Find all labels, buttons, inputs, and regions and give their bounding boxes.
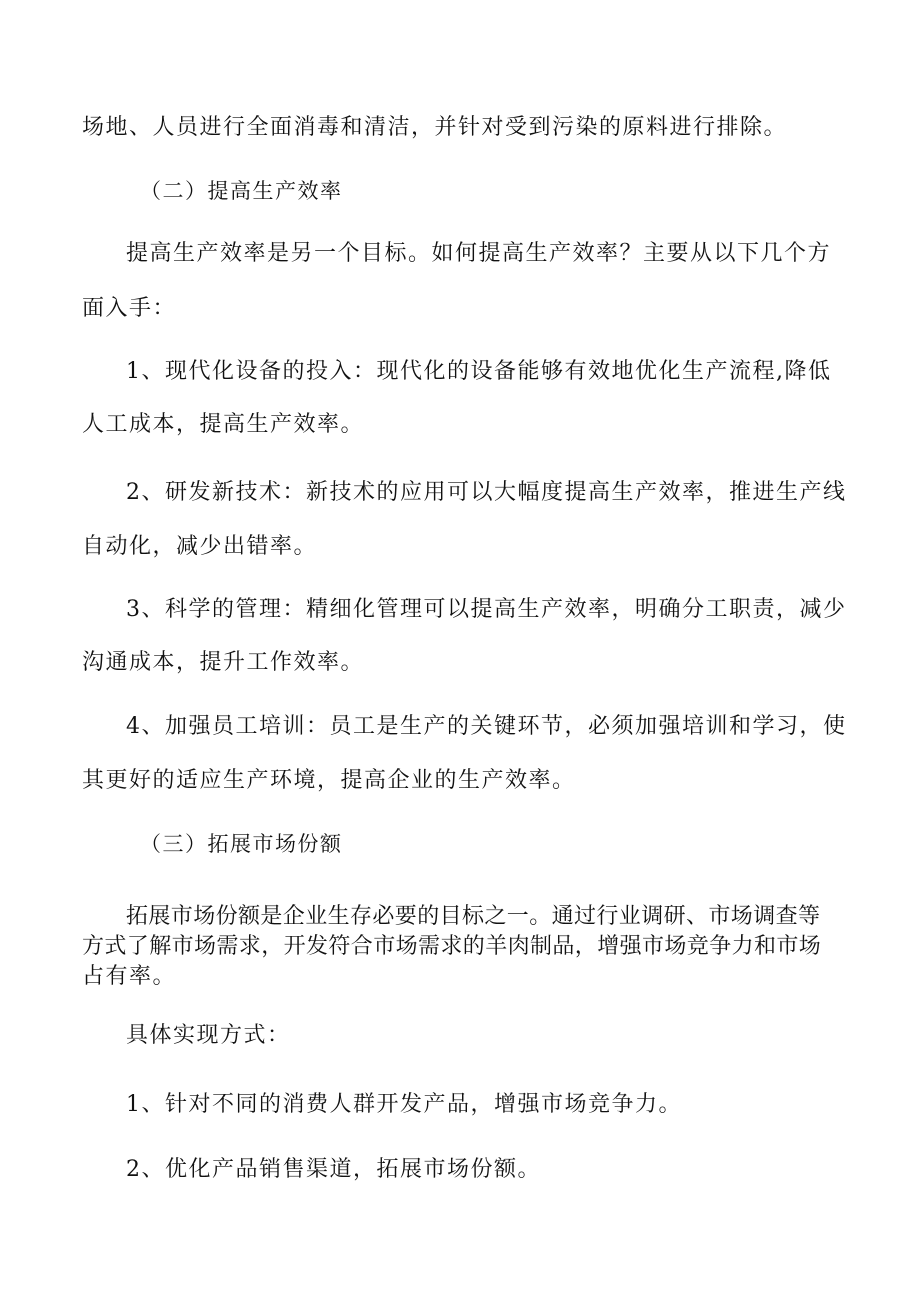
list-item-line: 4、加强员工培训：员工是生产的关键环节，必须加强培训和学习，使 — [126, 714, 847, 739]
paragraph-line: 方式了解市场需求，开发符合市场需求的羊肉制品，增强市场竞争力和市场 — [82, 934, 822, 959]
list-item-line: 2、研发新技术：新技术的应用可以大幅度提高生产效率，推进生产线 — [126, 480, 847, 505]
paragraph-line: 提高生产效率是另一个目标。如何提高生产效率？主要从以下几个方 — [126, 241, 832, 266]
list-item-line: 3、科学的管理：精细化管理可以提高生产效率，明确分工职责，减少 — [126, 597, 847, 622]
paragraph-line: 具体实现方式： — [126, 1023, 291, 1048]
list-item-line: 自动化，减少出错率。 — [82, 534, 318, 559]
paragraph-line: 占有率。 — [82, 964, 177, 989]
paragraph-line: 面入手： — [82, 296, 177, 321]
list-item-line: 1、针对不同的消费人群开发产品，增强市场竞争力。 — [126, 1092, 682, 1117]
section-heading: （三）拓展市场份额 — [140, 832, 343, 856]
list-item-line: 2、优化产品销售渠道，拓展市场份额。 — [126, 1157, 541, 1182]
paragraph-line: 拓展市场份额是企业生存必要的目标之一。通过行业调研、市场调查等 — [126, 904, 821, 929]
paragraph-line: 场地、人员进行全面消毒和清洁，并针对受到污染的原料进行排除。 — [82, 115, 788, 140]
section-heading: （二）提高生产效率 — [140, 179, 343, 203]
list-item-line: 其更好的适应生产环境，提高企业的生产效率。 — [82, 768, 576, 793]
list-item-line: 沟通成本，提升工作效率。 — [82, 650, 365, 675]
list-item-line: 人工成本，提高生产效率。 — [82, 412, 365, 437]
list-item-line: 1、现代化设备的投入：现代化的设备能够有效地优化生产流程,降低 — [126, 359, 832, 384]
